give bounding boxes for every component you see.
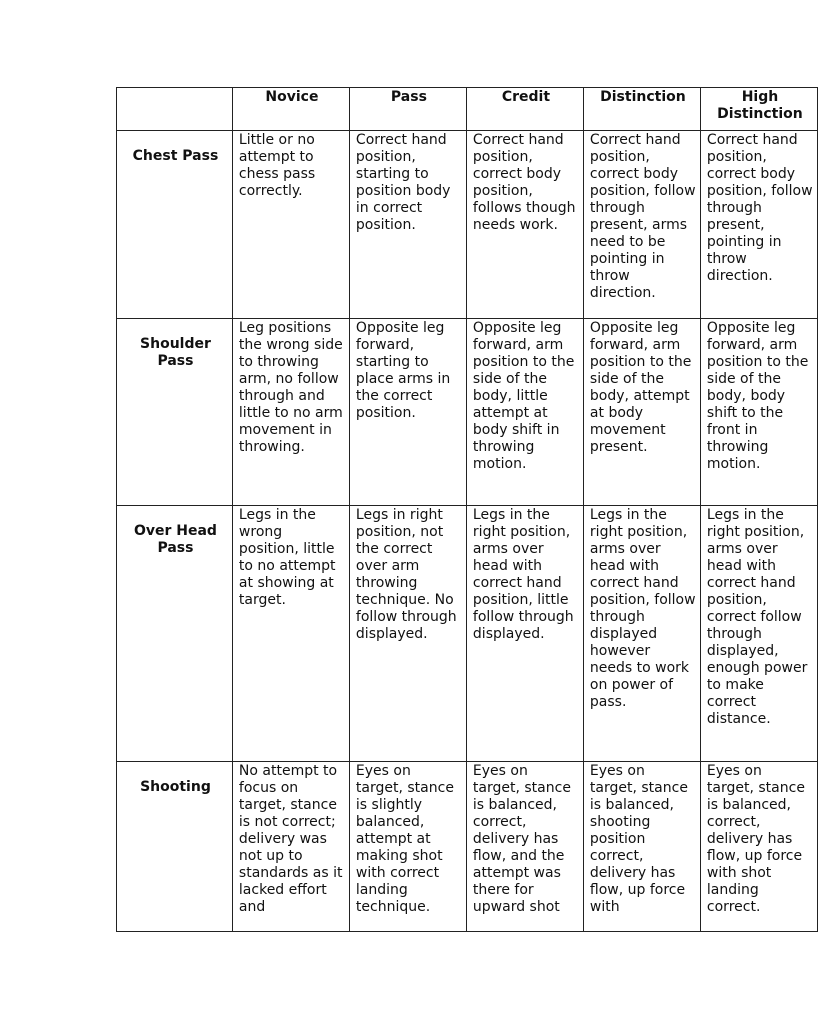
cell-text: Correct hand position, starting to position body in correct position. [355,132,451,233]
row-label-shoulder-pass: Shoulder Pass [117,319,233,506]
cell-shooting-novice [232,762,349,932]
cell-text: Legs in the right position, arms over head with correct hand position, follow through displayed however needs to work on power of pass. [589,507,696,710]
cell-overhead-novice [232,506,349,762]
cell-shoulder-distinction [583,319,700,506]
cell-shoulder-novice [232,319,349,506]
corner-header-cell [117,88,233,131]
table-row [117,506,818,762]
cell-text: Correct hand position, correct body position, follows though needs work. [472,132,576,233]
header-row [117,88,818,131]
cell-shoulder-pass [349,319,466,506]
cell-shooting-credit [466,762,583,932]
cell-text: Correct hand position, correct body position, follow through present, arms need to be pointing in throw direction. [589,132,696,301]
header-pass: Pass [349,88,466,131]
header-distinction: Distinction [583,88,700,131]
table-row [117,131,818,319]
cell-text: Correct hand position, correct body position, follow through present, pointing in throw direction. [706,132,813,284]
cell-text: Opposite leg forward, arm position to the side of the body, body shift to the front in throwing motion. [706,320,809,472]
cell-shooting-high-distinction [700,762,817,932]
cell-text: No attempt to focus on target, stance is not correct; delivery was not up to standards as it lacked effort and [238,763,343,915]
row-label-chest-pass: Chest Pass [117,131,233,319]
row-label-shooting: Shooting [117,762,233,932]
rubric-table [116,87,818,932]
cell-shoulder-credit [466,319,583,506]
cell-text: Legs in right position, not the correct over arm throwing technique. No follow through displayed. [355,507,457,642]
cell-chest-distinction [583,131,700,319]
header-high-distinction: High Distinction [700,88,817,131]
cell-chest-pass [349,131,466,319]
cell-overhead-pass [349,506,466,762]
header-novice: Novice [232,88,349,131]
table-row [117,319,818,506]
cell-chest-credit [466,131,583,319]
cell-text: Little or no attempt to chess pass correctly. [238,132,316,199]
cell-shooting-pass [349,762,466,932]
cell-text: Eyes on target, stance is balanced, shooting position correct, delivery has flow, up force with [589,763,688,915]
cell-text: Opposite leg forward, arm position to the side of the body, attempt at body movement present. [589,320,692,455]
cell-text: Opposite leg forward, starting to place arms in the correct position. [355,320,451,421]
cell-shoulder-high-distinction [700,319,817,506]
cell-text: Leg positions the wrong side to throwing arm, no follow through and little to no arm movement in throwing. [238,320,343,455]
cell-overhead-credit [466,506,583,762]
cell-text: Eyes on target, stance is balanced, correct, delivery has flow, and the attempt was there for upward shot [472,763,571,915]
cell-text: Legs in the right position, arms over head with correct hand position, little follow through displayed. [472,507,574,642]
table-row [117,762,818,932]
cell-chest-novice [232,131,349,319]
cell-text: Opposite leg forward, arm position to the side of the body, little attempt at body shift in throwing motion. [472,320,575,472]
cell-text: Legs in the right position, arms over head with correct hand position, correct follow through displayed, enough power to make correct distance. [706,507,808,727]
cell-text: Eyes on target, stance is balanced, correct, delivery has flow, up force with shot landing correct. [706,763,805,915]
header-credit: Credit [466,88,583,131]
cell-overhead-high-distinction [700,506,817,762]
cell-chest-high-distinction [700,131,817,319]
cell-overhead-distinction [583,506,700,762]
cell-text: Eyes on target, stance is slightly balanced, attempt at making shot with correct landing technique. [355,763,454,915]
row-label-over-head-pass: Over Head Pass [117,506,233,762]
cell-text: Legs in the wrong position, little to no attempt at showing at target. [238,507,336,608]
cell-shooting-distinction [583,762,700,932]
